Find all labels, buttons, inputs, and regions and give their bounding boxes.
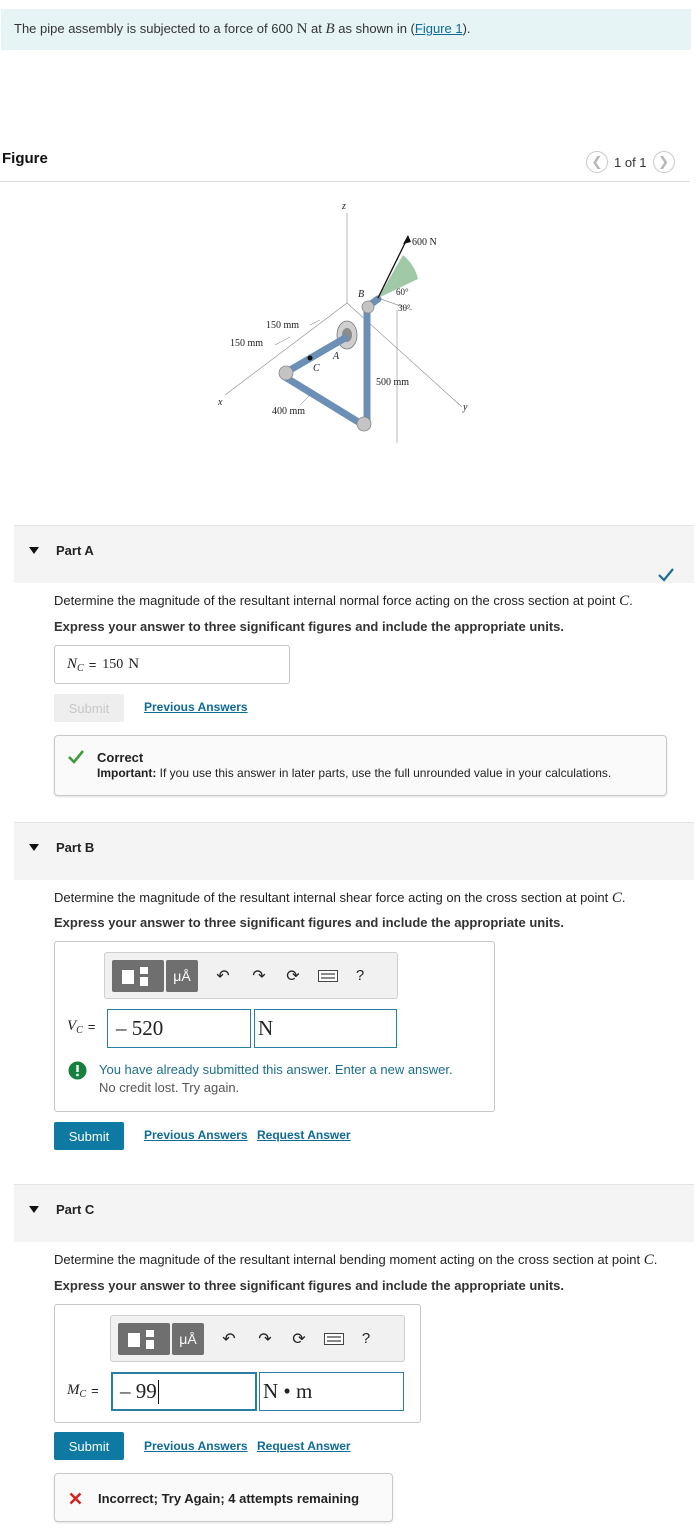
help-button[interactable]: ? bbox=[355, 967, 365, 984]
templates-icon bbox=[120, 964, 156, 988]
part-c-toolbar bbox=[110, 1315, 405, 1362]
part-c-label: Part C bbox=[56, 1202, 95, 1217]
figure-page-count: 1 of 1 bbox=[614, 154, 647, 170]
part-c-answer-box bbox=[54, 1304, 421, 1423]
chevron-left-icon: ❮ bbox=[591, 154, 603, 169]
part-c-variable: M C = bbox=[67, 1382, 99, 1400]
angle-30-label: 30° bbox=[398, 303, 411, 313]
part-a-variable: N bbox=[67, 656, 78, 672]
part-b-unit-input[interactable]: N bbox=[254, 1009, 397, 1048]
elbow-1 bbox=[279, 366, 293, 380]
warning-icon bbox=[68, 1061, 87, 1080]
part-c-feedback-text: Incorrect; Try Again; 4 attempts remaining bbox=[98, 1491, 360, 1506]
part-a-feedback bbox=[54, 735, 667, 796]
point-c-marker bbox=[308, 356, 313, 361]
part-a-question: Determine the magnitude of the resultant internal normal force acting on the cross section at point C. bbox=[54, 593, 633, 609]
part-c-header[interactable] bbox=[14, 1184, 694, 1242]
part-a-answer-unit: N bbox=[128, 656, 140, 672]
chevron-right-icon: ❯ bbox=[658, 154, 669, 169]
part-a-label: Part A bbox=[56, 543, 94, 558]
figure-nav bbox=[586, 150, 675, 174]
text-cursor bbox=[158, 1380, 159, 1404]
part-a-answer-box: N C = 150 N bbox=[54, 645, 290, 684]
correct-check-icon bbox=[68, 750, 84, 764]
elbow-3 bbox=[362, 301, 374, 313]
templates-button[interactable] bbox=[118, 1323, 170, 1355]
elbow-2 bbox=[357, 417, 371, 431]
collapse-triangle-icon bbox=[29, 844, 39, 851]
keyboard-icon[interactable] bbox=[314, 970, 342, 982]
point-a-label: A bbox=[333, 351, 340, 362]
templates-icon bbox=[126, 1327, 162, 1351]
part-b-submit-button[interactable]: Submit bbox=[54, 1122, 124, 1150]
part-b-header[interactable] bbox=[14, 822, 694, 880]
part-a-previous-answers[interactable]: Previous Answers bbox=[144, 700, 248, 714]
angle-60-label: 60° bbox=[396, 287, 409, 297]
part-c-feedback bbox=[54, 1473, 393, 1522]
y-label: y bbox=[463, 402, 468, 413]
dim-150-lower: 150 mm bbox=[230, 338, 264, 349]
collapse-triangle-icon bbox=[29, 547, 39, 554]
x-label: x bbox=[218, 397, 223, 408]
part-c-unit-input[interactable]: N • m bbox=[259, 1372, 404, 1411]
point-b-label: B bbox=[358, 289, 365, 300]
dim-150-upper: 150 mm bbox=[266, 320, 300, 331]
collapse-triangle-icon bbox=[29, 1206, 39, 1213]
problem-text-end: ). bbox=[462, 21, 471, 36]
pipe-assembly-figure bbox=[200, 195, 500, 455]
part-c-question: Determine the magnitude of the resultant internal bending moment acting on the cross section at point C. bbox=[54, 1252, 658, 1268]
problem-text: The pipe assembly is subjected to a force of 600 bbox=[14, 21, 293, 36]
undo-icon[interactable]: ↶ bbox=[216, 967, 230, 985]
reset-icon[interactable]: ⟳ bbox=[292, 1330, 306, 1348]
part-b-warning-sub: No credit lost. Try again. bbox=[99, 1080, 240, 1095]
help-button[interactable]: ? bbox=[361, 1330, 371, 1347]
part-b-instruction: Express your answer to three significant figures and include the appropriate units. bbox=[54, 915, 564, 930]
part-a-instruction: Express your answer to three significant figures and include the appropriate units. bbox=[54, 619, 564, 634]
part-b-warning: You have already submitted this answer. Enter a new answer. bbox=[99, 1062, 453, 1077]
part-b-label: Part B bbox=[56, 840, 95, 855]
part-b-value-input[interactable]: – 520 bbox=[107, 1009, 251, 1048]
part-a-answer-value: 150 bbox=[102, 656, 124, 672]
force-arrowhead bbox=[403, 235, 411, 244]
redo-icon[interactable]: ↷ bbox=[258, 1330, 272, 1348]
check-icon bbox=[658, 568, 674, 582]
figure-link[interactable]: Figure 1 bbox=[414, 21, 463, 36]
dim-400: 400 mm bbox=[272, 406, 306, 417]
part-a-submit-button[interactable]: Submit bbox=[54, 694, 124, 722]
problem-statement bbox=[1, 9, 691, 50]
problem-text-shown: as shown in ( bbox=[338, 21, 415, 36]
point-c-label: C bbox=[313, 363, 320, 374]
next-figure-button[interactable] bbox=[653, 151, 675, 173]
part-b-question: Determine the magnitude of the resultant internal shear force acting on the cross section at point C. bbox=[54, 890, 626, 906]
keyboard-icon[interactable] bbox=[320, 1333, 348, 1345]
part-c-request-answer[interactable]: Request Answer bbox=[257, 1439, 351, 1453]
part-b-request-answer[interactable]: Request Answer bbox=[257, 1128, 351, 1142]
z-label: z bbox=[342, 201, 346, 212]
units-button[interactable]: μÅ bbox=[172, 1323, 204, 1355]
force-label: 600 N bbox=[412, 237, 437, 248]
templates-button[interactable] bbox=[112, 960, 164, 992]
part-b-answer-box bbox=[54, 941, 495, 1112]
problem-text-at: at bbox=[311, 21, 322, 36]
reset-icon[interactable]: ⟳ bbox=[286, 967, 300, 985]
problem-point: B bbox=[325, 21, 335, 37]
part-b-variable: V C = bbox=[67, 1018, 96, 1036]
figure-title: Figure bbox=[2, 150, 48, 167]
redo-icon[interactable]: ↷ bbox=[252, 967, 266, 985]
part-a-header[interactable] bbox=[14, 525, 694, 583]
part-c-instruction: Express your answer to three significant figures and include the appropriate units. bbox=[54, 1278, 564, 1293]
part-c-submit-button[interactable]: Submit bbox=[54, 1432, 124, 1460]
part-b-toolbar bbox=[104, 952, 398, 999]
part-c-value-input[interactable]: – 99 bbox=[111, 1372, 257, 1411]
dim-500: 500 mm bbox=[376, 377, 410, 388]
feedback-title: Correct bbox=[97, 750, 144, 765]
feedback-important: Important: If you use this answer in later parts, use the full unrounded value in your calculations. bbox=[97, 766, 612, 780]
units-button[interactable]: μÅ bbox=[166, 960, 198, 992]
figure-divider bbox=[0, 181, 690, 182]
part-b-previous-answers[interactable]: Previous Answers bbox=[144, 1128, 248, 1142]
prev-figure-button[interactable] bbox=[586, 151, 608, 173]
incorrect-x-icon bbox=[69, 1492, 82, 1505]
problem-unit: N bbox=[296, 21, 308, 37]
part-c-previous-answers[interactable]: Previous Answers bbox=[144, 1439, 248, 1453]
undo-icon[interactable]: ↶ bbox=[222, 1330, 236, 1348]
